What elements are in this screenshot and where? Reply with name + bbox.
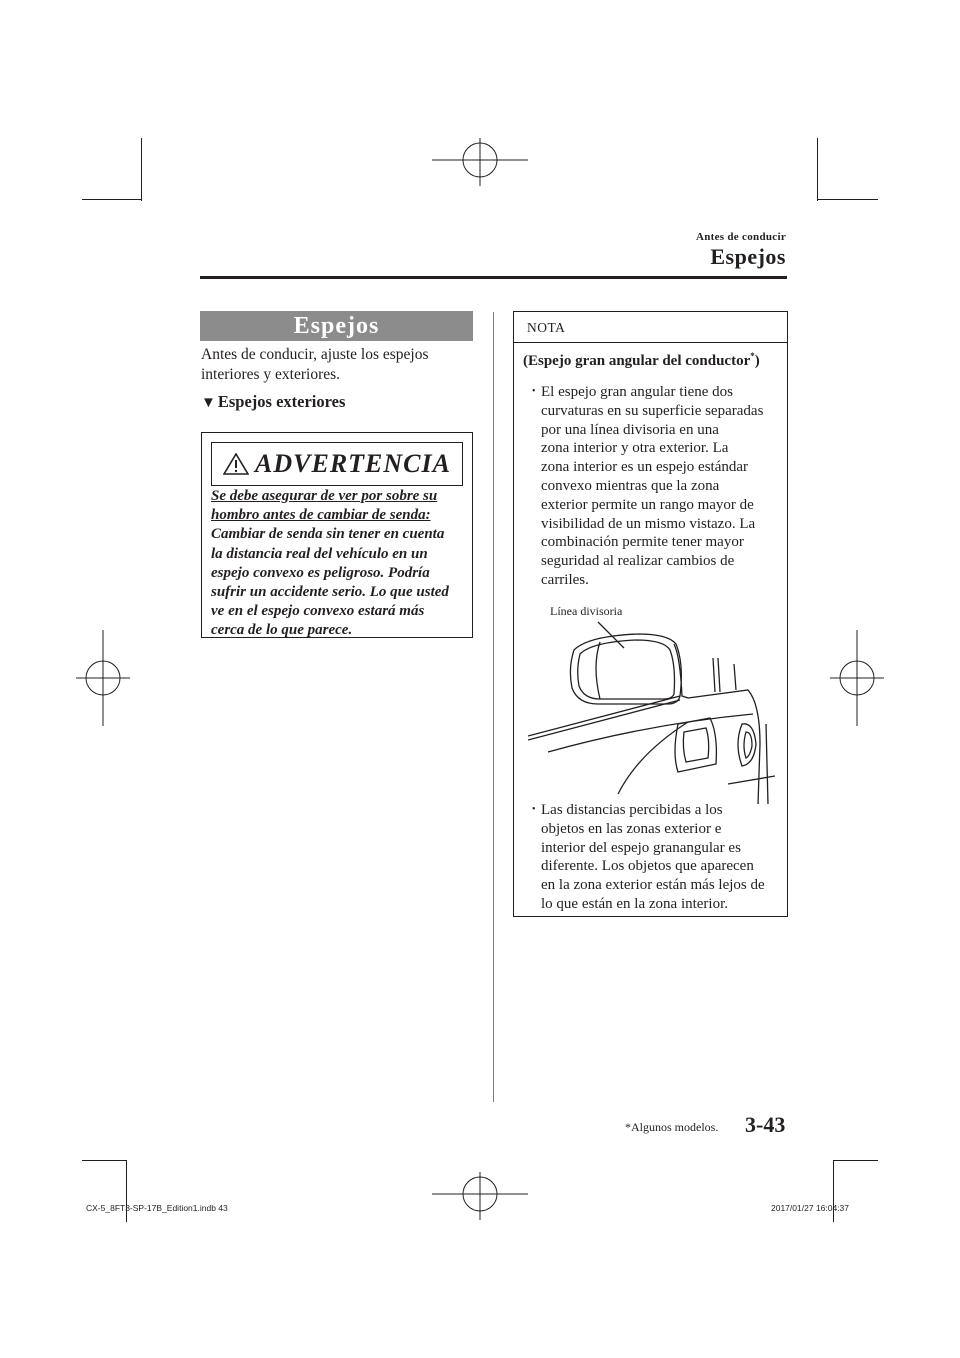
note-line: El espejo gran angular tiene dos	[541, 384, 734, 400]
footnote: *Algunos modelos.	[625, 1120, 719, 1134]
figure-label: Línea divisoria	[550, 604, 623, 618]
warning-line: ve en el espejo convexo estará más	[211, 603, 425, 620]
down-triangle-icon: ▼	[201, 395, 216, 411]
note-line: interior del espejo granangular es	[541, 839, 741, 856]
note-subtitle-close: )	[754, 353, 760, 369]
note-line: objetos en las zonas exterior e	[541, 820, 722, 837]
warning-line: hombro antes de cambiar de senda:	[211, 507, 431, 524]
header-rule	[200, 276, 787, 279]
print-timestamp: 2017/01/27 16:04:37	[771, 1203, 849, 1213]
note-line: combinación permite tener mayor	[541, 534, 744, 551]
note-line: zona interior es un espejo estándar	[541, 459, 749, 476]
note-bullet	[532, 383, 782, 590]
side-mirror-drawing	[528, 604, 775, 804]
intro-paragraph: Antes de conducir, ajuste los espejos interiores y exteriores.	[201, 346, 429, 383]
warning-box	[201, 432, 473, 638]
warning-line: sufrir un accidente serio. Lo que usted	[211, 584, 449, 601]
section-title-bar: Espejos	[200, 311, 473, 341]
note-label: NOTA	[514, 312, 787, 343]
bullet-icon: •	[532, 386, 536, 397]
note-bullet	[532, 801, 782, 914]
note-line: Las distancias percibidas a los	[541, 802, 723, 818]
note-line: zona interior y otra exterior. La	[541, 440, 729, 457]
note-subtitle-text: (Espejo gran angular del conductor	[523, 353, 751, 369]
registration-mark-icon	[830, 630, 884, 726]
warning-line: Se debe asegurar de ver por sobre su	[211, 488, 438, 504]
bullet-icon: •	[532, 804, 536, 815]
warning-line: Cambiar de senda sin tener en cuenta	[211, 526, 445, 543]
registration-mark-icon	[76, 630, 130, 726]
subheading	[201, 392, 345, 412]
warning-title-text: ADVERTENCIA	[255, 449, 451, 478]
note-subtitle	[523, 351, 760, 370]
note-line: lo que están en la zona interior.	[541, 895, 729, 912]
note-line: carriles.	[541, 571, 589, 588]
page-number: 3-43	[745, 1112, 786, 1137]
warning-line: cerca de lo que parece.	[211, 622, 353, 639]
registration-mark-icon	[432, 1172, 528, 1220]
page-header-title: Espejos	[710, 244, 786, 269]
warning-line: la distancia real del vehículo en un	[211, 545, 428, 562]
warning-triangle-icon	[223, 453, 249, 475]
footnote-mark: *	[750, 351, 755, 361]
note-line: seguridad al realizar cambios de	[541, 553, 735, 570]
note-line: por una línea divisoria en una	[541, 421, 719, 438]
file-slug: CX-5_8FT3-SP-17B_Edition1.indb 43	[86, 1203, 228, 1213]
mirror-illustration	[528, 604, 775, 804]
column-divider	[493, 312, 494, 1102]
warning-title	[211, 442, 463, 486]
note-line: curvaturas en su superficie separadas	[541, 402, 764, 419]
warning-text	[211, 487, 466, 641]
note-line: convexo mientras que la zona	[541, 477, 720, 494]
note-line: visibilidad de un mismo vistazo. La	[541, 515, 756, 532]
note-line: en la zona exterior están más lejos de	[541, 877, 765, 894]
section-name: Antes de conducir	[695, 231, 786, 243]
warning-line: espejo convexo es peligroso. Podría	[211, 564, 430, 581]
registration-mark-icon	[432, 138, 528, 186]
subheading-text: Espejos exteriores	[217, 392, 346, 411]
note-line: diferente. Los objetos que aparecen	[541, 858, 754, 875]
note-line: exterior permite un rango mayor de	[541, 496, 754, 513]
